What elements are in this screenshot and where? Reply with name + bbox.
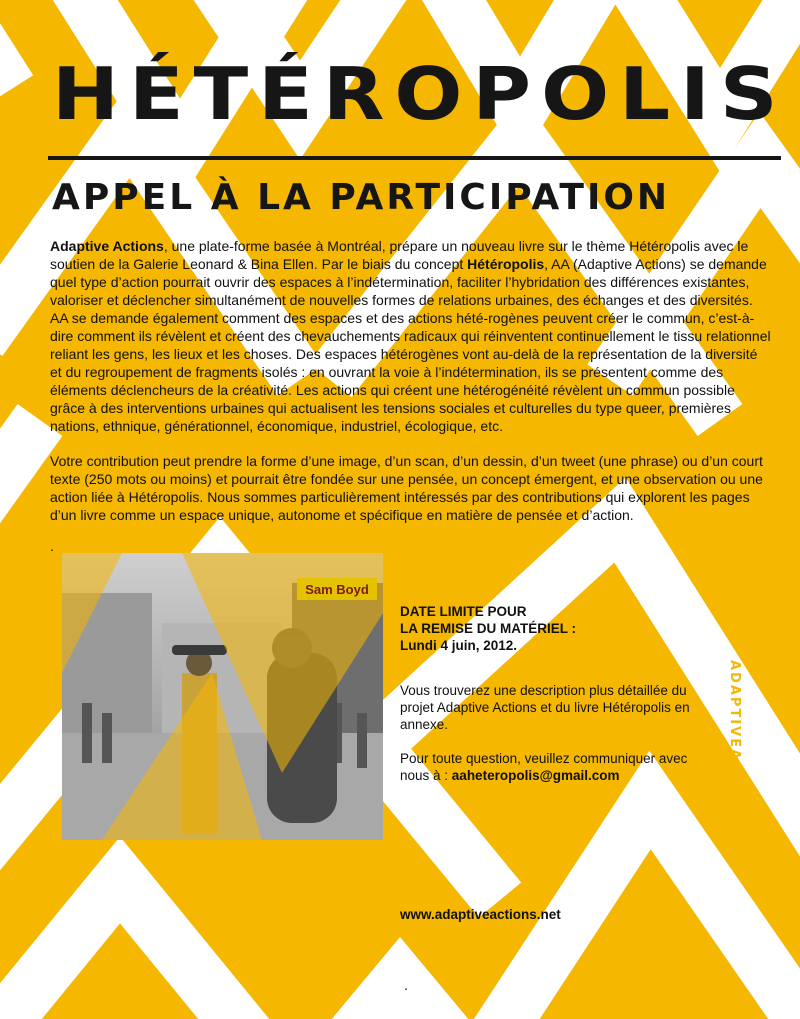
page-title: HÉTÉROPOLIS [52,52,788,136]
org-name: Adaptive Actions [50,238,164,254]
side-info [400,603,700,801]
street-photo [62,553,383,840]
page-subtitle: APPEL À LA PARTICIPATION [52,177,671,218]
deadline-block: DATE LIMITE POUR LA REMISE DU MATÉRIEL : Lundi 4 juin, 2012. [400,604,577,653]
website-link[interactable]: www.adaptiveactions.net [400,907,561,922]
title-underline [48,156,781,160]
intro-text [50,237,772,541]
stray-dot-bottom: . [404,977,408,993]
concept-name: Hétéropolis [467,256,545,272]
intro-paragraph-1: Adaptive Actions, une plate-forme basée à Montréal, prépare un nouveau livre sur le thème Hétéropolis avec le soutien de la Galerie Leonard & Bina Ellen. Par le biais du concept Hétéropolis, AA (Adaptive Actions) se demande quel type d’action pourrait ouvrir des espaces à l’indétermination, faciliter l’hybridation des différences existantes, valoriser et déclencher simultanément de nouvelles formes de relations urbaines, des échanges et des diversités. AA se demande également comment des espaces et des actions hété-rogènes peuvent créer le commun, c’est-à-dire comment ils révèlent et créent des chevauchements radicaux qui réinventent continuellement le tissu relationnel reliant les gens, les lieux et les choses. Des espaces hétérogènes vont au-delà de la représentation de la diversité et du regroupement de fragments isolés : en ouvrant la voie à l’indétermination, ils se présentent comme des éléments déclencheurs de la créativité. Les actions qui créent une hétérogénéité révèlent un commun possible grâce à des interventions urbaines qui actualisent les tensions sociales et culturelles du type queer, premières nations, ethnique, générationnel, économique, industriel, écologique, etc. [50,238,771,434]
deadline-date: Lundi 4 juin, 2012 [400,638,514,653]
annex-info: Vous trouverez une description plus détaillée du projet Adaptive Actions et du livre Hétéropolis en annexe. [400,683,690,732]
contact-info: Pour toute question, veuillez communiquer avec nous à : aaheteropolis@gmail.com [400,751,688,783]
casino-sign: Sam Boyd [305,582,369,597]
intro-paragraph-2: Votre contribution peut prendre la forme d’une image, d’un scan, d’un dessin, d’un tweet (une phrase) ou d’un court texte (250 mots ou moins) et pourrait être fondée sur une pensée, un concept émergent, et une observation ou une action liée à Hétéropolis. Nous sommes particulièrement intéressés par des contributions qui explorent les pages d’un livre comme un espace unique, autonome et spécifique en matière de pensée et d’action. [50,453,763,523]
vertical-website-text: ADAPTIVEACTIONS.NET [727,660,742,870]
contact-email[interactable]: aaheteropolis@gmail.com [451,768,620,783]
stray-dot: . [50,538,54,554]
